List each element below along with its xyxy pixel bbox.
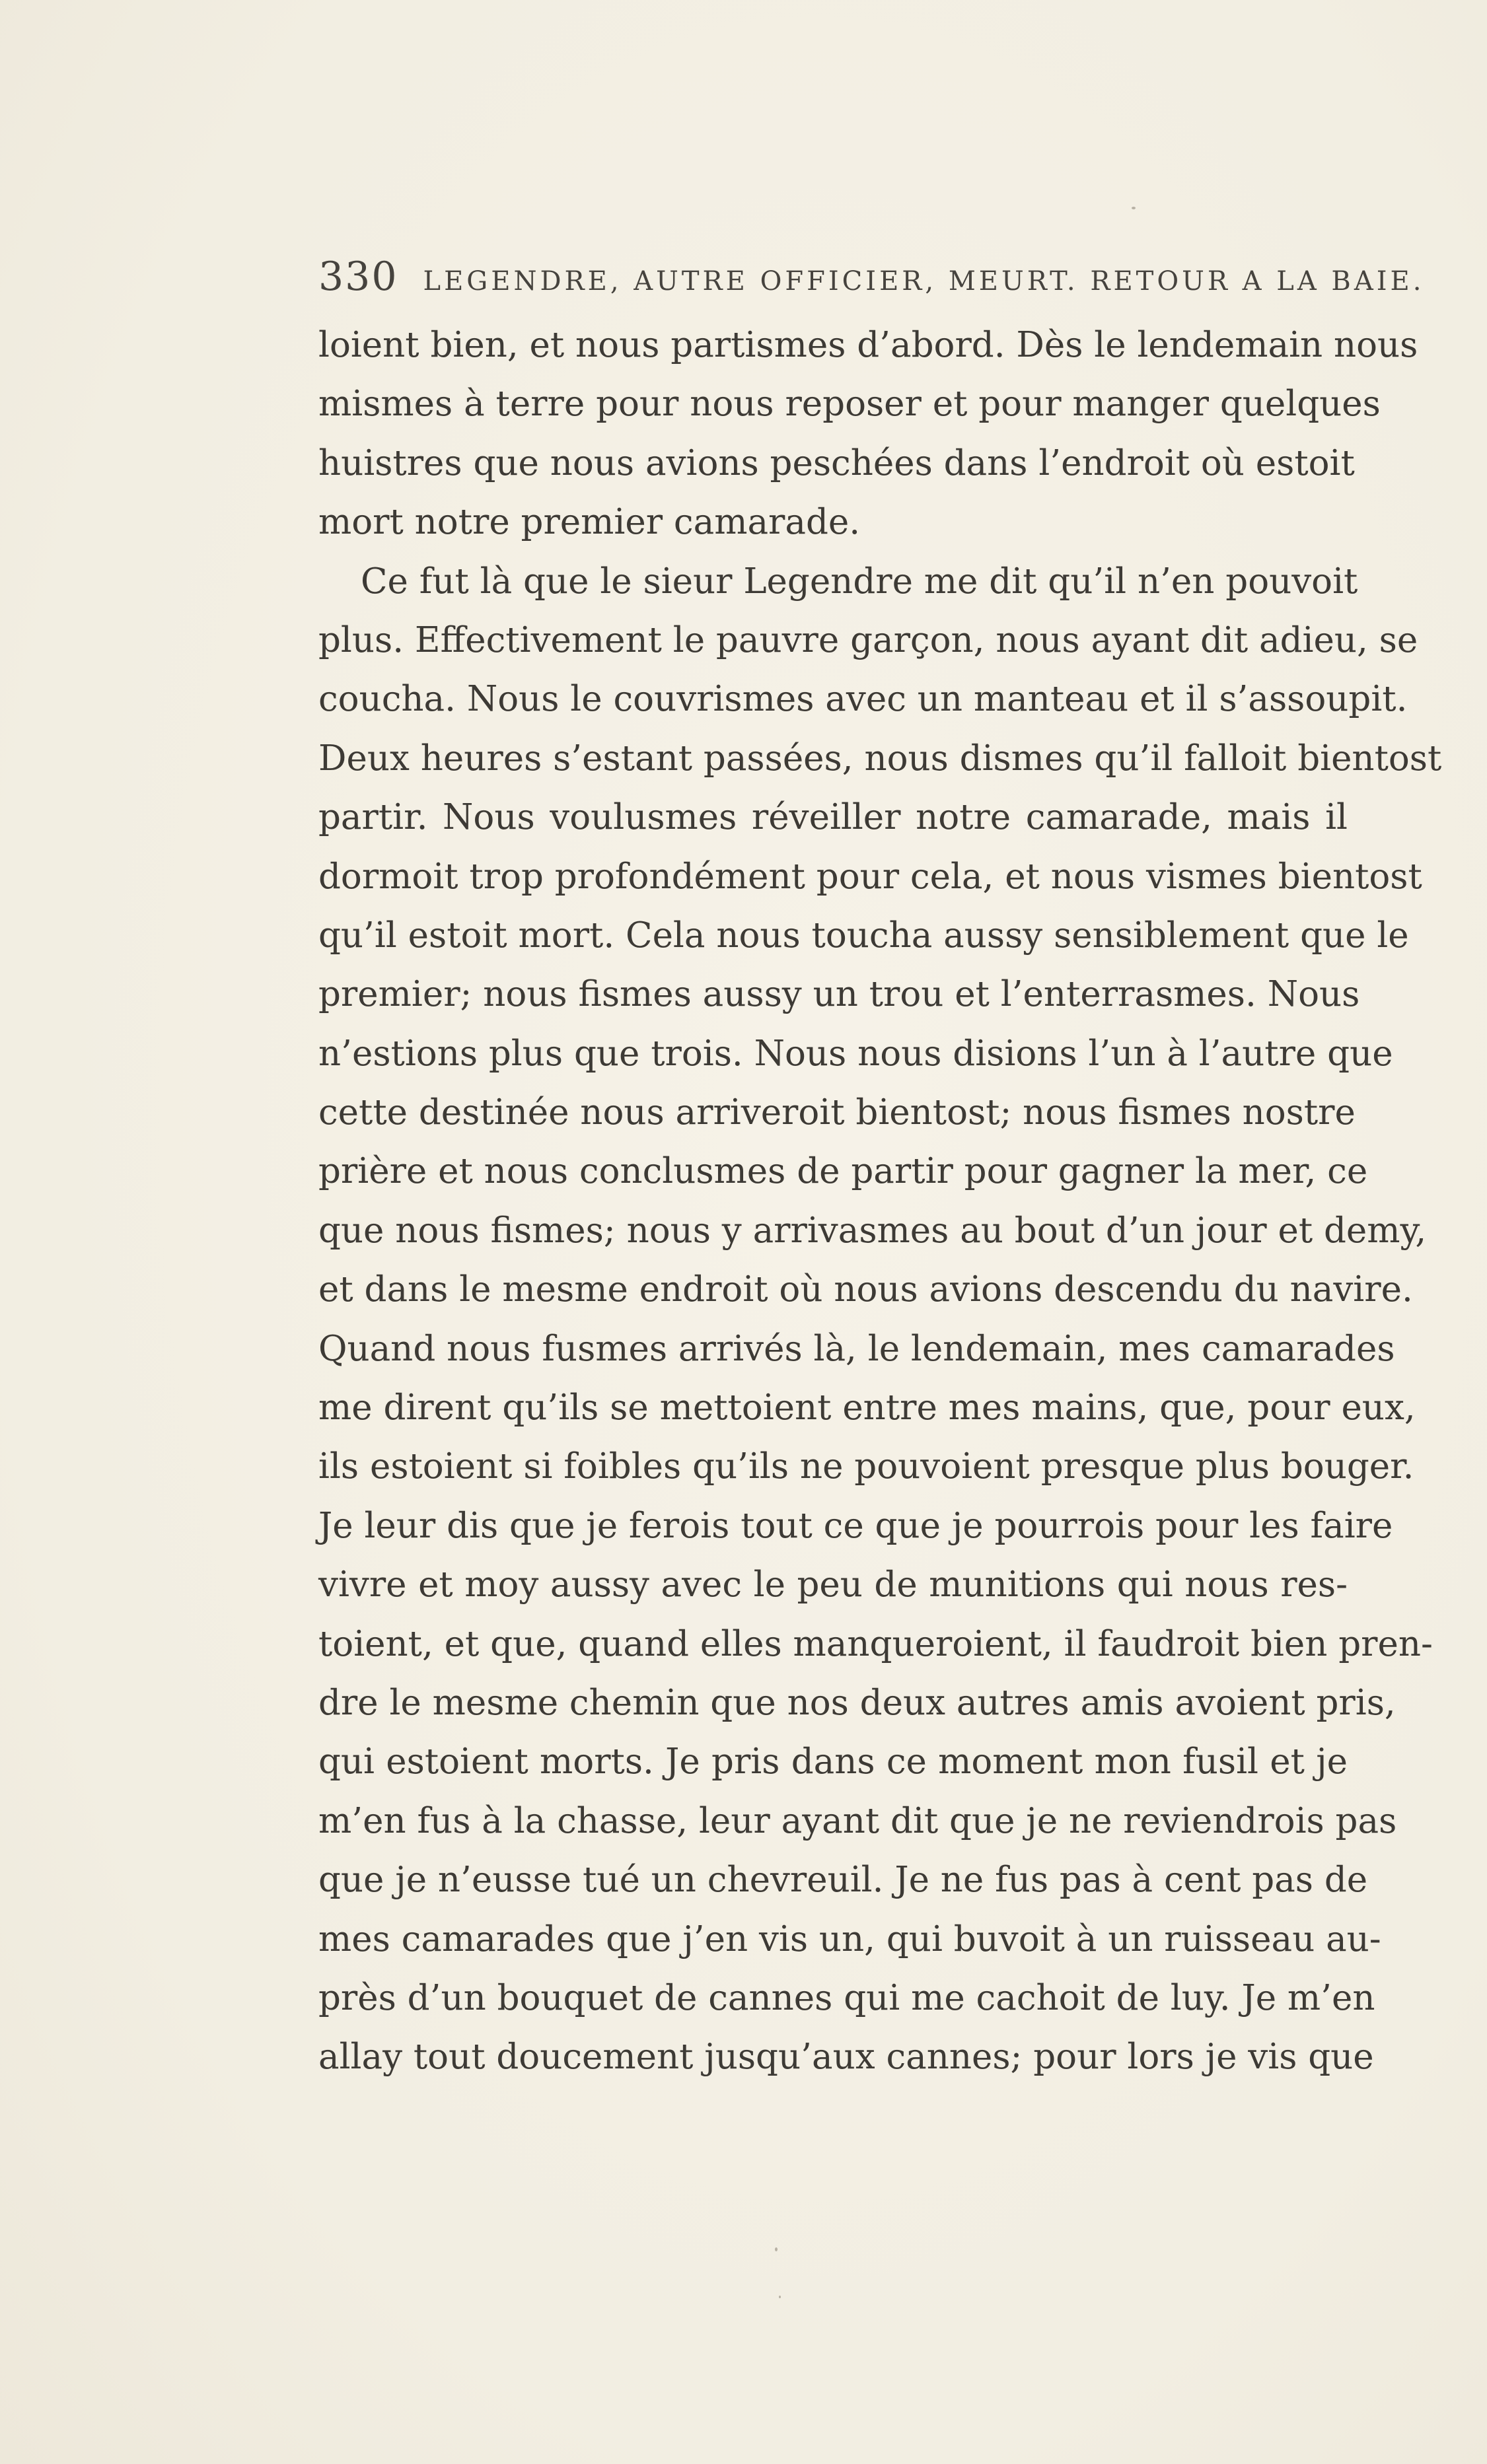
text-line: plus. Effectivement le pauvre garçon, nous ayant dit adieu, se	[318, 619, 1418, 660]
text-line: premier; nous fismes aussy un trou et l’enterrasmes. Nous	[318, 974, 1360, 1015]
page-number: 330	[318, 254, 398, 300]
running-title: LEGENDRE, AUTRE OFFICIER, MEURT. RETOUR A LA BAIE.	[423, 266, 1425, 297]
text-line: cette destinée nous arriveroit bientost; nous fismes nostre	[318, 1092, 1356, 1133]
text-line: loient bien, et nous partismes d’abord. Dès le lendemain nous	[318, 325, 1418, 365]
text-line: dormoit trop profondément pour cela, et nous vismes bientost	[318, 856, 1422, 897]
text-line: mismes à terre pour nous reposer et pour manger quelques	[318, 384, 1381, 425]
text-line: mes camarades que j’en vis un, qui buvoit à un ruisseau au-	[318, 1918, 1381, 1959]
text-line: coucha. Nous le couvrismes avec un manteau et il s’assoupit.	[318, 679, 1408, 720]
text-line: partir. Nous voulusmes réveiller notre camarade, mais il	[318, 797, 1348, 838]
text-line: Je leur dis que je ferois tout ce que je pourrois pour les faire	[318, 1505, 1393, 1546]
text-line: allay tout doucement jusqu’aux cannes; pour lors je vis que	[318, 2037, 1374, 2078]
paper-speck	[779, 2296, 781, 2298]
text-line: ils estoient si foibles qu’ils ne pouvoient presque plus bouger.	[318, 1446, 1414, 1487]
text-line: toient, et que, quand elles manqueroient, il faudroit bien pren-	[318, 1623, 1433, 1664]
body-text	[318, 316, 1442, 2087]
running-head	[318, 254, 1425, 300]
text-line: mort notre premier camarade.	[318, 502, 861, 543]
text-line: huistres que nous avions peschées dans l’endroit où estoit	[318, 442, 1355, 483]
text-line: dre le mesme chemin que nos deux autres amis avoient pris,	[318, 1682, 1396, 1723]
text-line: et dans le mesme endroit où nous avions descendu du navire.	[318, 1269, 1413, 1310]
text-line: que nous fismes; nous y arrivasmes au bout d’un jour et demy,	[318, 1210, 1427, 1251]
text-line: qu’il estoit mort. Cela nous toucha aussy sensiblement que le	[318, 915, 1409, 956]
text-line: Ce fut là que le sieur Legendre me dit qu’il n’en pouvoit	[361, 561, 1358, 602]
text-line: Quand nous fusmes arrivés là, le lendemain, mes camarades	[318, 1328, 1395, 1369]
text-line: n’estions plus que trois. Nous nous disions l’un à l’autre que	[318, 1033, 1393, 1074]
paper-speck	[1132, 207, 1136, 209]
text-line: que je n’eusse tué un chevreuil. Je ne fus pas à cent pas de	[318, 1860, 1368, 1901]
text-line: près d’un bouquet de cannes qui me cachoit de luy. Je m’en	[318, 1977, 1375, 2018]
text-line: prière et nous conclusmes de partir pour gagner la mer, ce	[318, 1151, 1368, 1192]
paper-speck	[775, 2247, 778, 2251]
text-line: vivre et moy aussy avec le peu de munitions qui nous res-	[318, 1565, 1348, 1605]
text-line: Deux heures s’estant passées, nous dismes qu’il falloit bientost	[318, 738, 1442, 779]
text-line: qui estoient morts. Je pris dans ce moment mon fusil et je	[318, 1742, 1348, 1782]
text-line: m’en fus à la chasse, leur ayant dit que je ne reviendrois pas	[318, 1800, 1397, 1841]
text-line: me dirent qu’ils se mettoient entre mes mains, que, pour eux,	[318, 1388, 1416, 1428]
